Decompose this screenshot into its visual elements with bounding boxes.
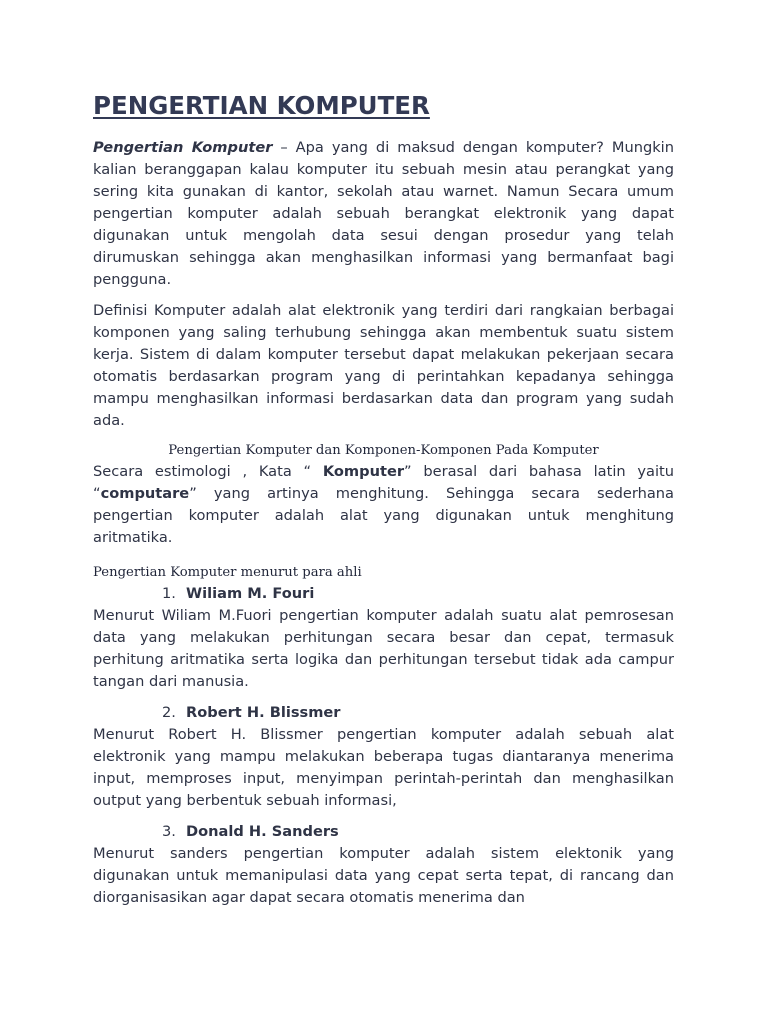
definition-paragraph: Definisi Komputer adalah alat elektronik yang terdiri dari rangkaian berbagai komponen yang saling terhubung sehingga akan membentuk suatu sistem kerja. Sistem di dalam komputer tersebut dapat melakukan pekerjaan secara otomatis berdasarkan program yang di perintahkan kepadanya sehingga mampu menghasilkan informasi berdasarkan data dan program yang sudah ada.	[93, 302, 674, 429]
etymology-part1: Secara estimologi , Kata “	[93, 463, 323, 480]
experts-heading: Pengertian Komputer menurut para ahli	[93, 565, 362, 580]
intro-text: – Apa yang di maksud dengan komputer? Mungkin kalian beranggapan kalau komputer itu sebuah mesin atau perangkat yang sering kita gunakan di kantor, sekolah atau warnet. Namun Secara umum pengertian komputer adalah sebuah berangkat elektronik yang dapat digunakan untuk mengolah data sesui dengan prosedur yang telah dirumuskan sehingga akan menghasilkan informasi yang bermanfaat bagi pengguna.	[93, 139, 674, 288]
expert-2-heading	[93, 702, 674, 724]
intro-paragraph	[93, 137, 674, 291]
etymology-part3: ” yang artinya menghitung. Sehingga secara sederhana pengertian komputer adalah alat yang digunakan untuk menghitung aritmatika.	[93, 485, 674, 546]
etymology-part2: ” berasal dari bahasa latin yaitu “	[93, 463, 674, 502]
document-page	[93, 88, 674, 909]
expert-1-heading	[93, 583, 674, 605]
expert-2-text: Menurut Robert H. Blissmer pengertian komputer adalah sebuah alat elektronik yang mampu melakukan beberapa tugas diantaranya menerima input, memproses input, menyimpan perintah-perintah dan menghasilkan output yang berbentuk sebuah informasi,	[93, 726, 674, 809]
expert-3-heading	[93, 821, 674, 843]
intro-lead: Pengertian Komputer	[93, 139, 273, 156]
etymology-word-computare: computare	[100, 485, 190, 502]
expert-2-number: 2.	[162, 704, 176, 721]
expert-3-text: Menurut sanders pengertian komputer adalah sistem elektonik yang digunakan untuk memanipulasi data yang cepat serta tepat, di rancang dan diorganisasikan agar dapat secara otomatis menerima dan	[93, 845, 674, 906]
expert-1-number: 1.	[162, 585, 176, 602]
expert-3-name: Donald H. Sanders	[186, 823, 339, 840]
etymology-paragraph	[93, 461, 674, 549]
expert-1-name: Wiliam M. Fouri	[186, 585, 315, 602]
section-heading: Pengertian Komputer dan Komponen-Komponen Pada Komputer	[168, 443, 599, 458]
expert-2-name: Robert H. Blissmer	[186, 704, 341, 721]
etymology-word-komputer: Komputer	[322, 463, 405, 480]
expert-1-text: Menurut Wiliam M.Fuori pengertian komputer adalah suatu alat pemrosesan data yang melakukan perhitungan secara besar dan cepat, termasuk perhitung aritmatika serta logika dan perhitungan tersebut tidak ada campur tangan dari manusia.	[93, 607, 674, 690]
expert-3-number: 3.	[162, 823, 176, 840]
page-title: PENGERTIAN KOMPUTER	[93, 91, 430, 120]
